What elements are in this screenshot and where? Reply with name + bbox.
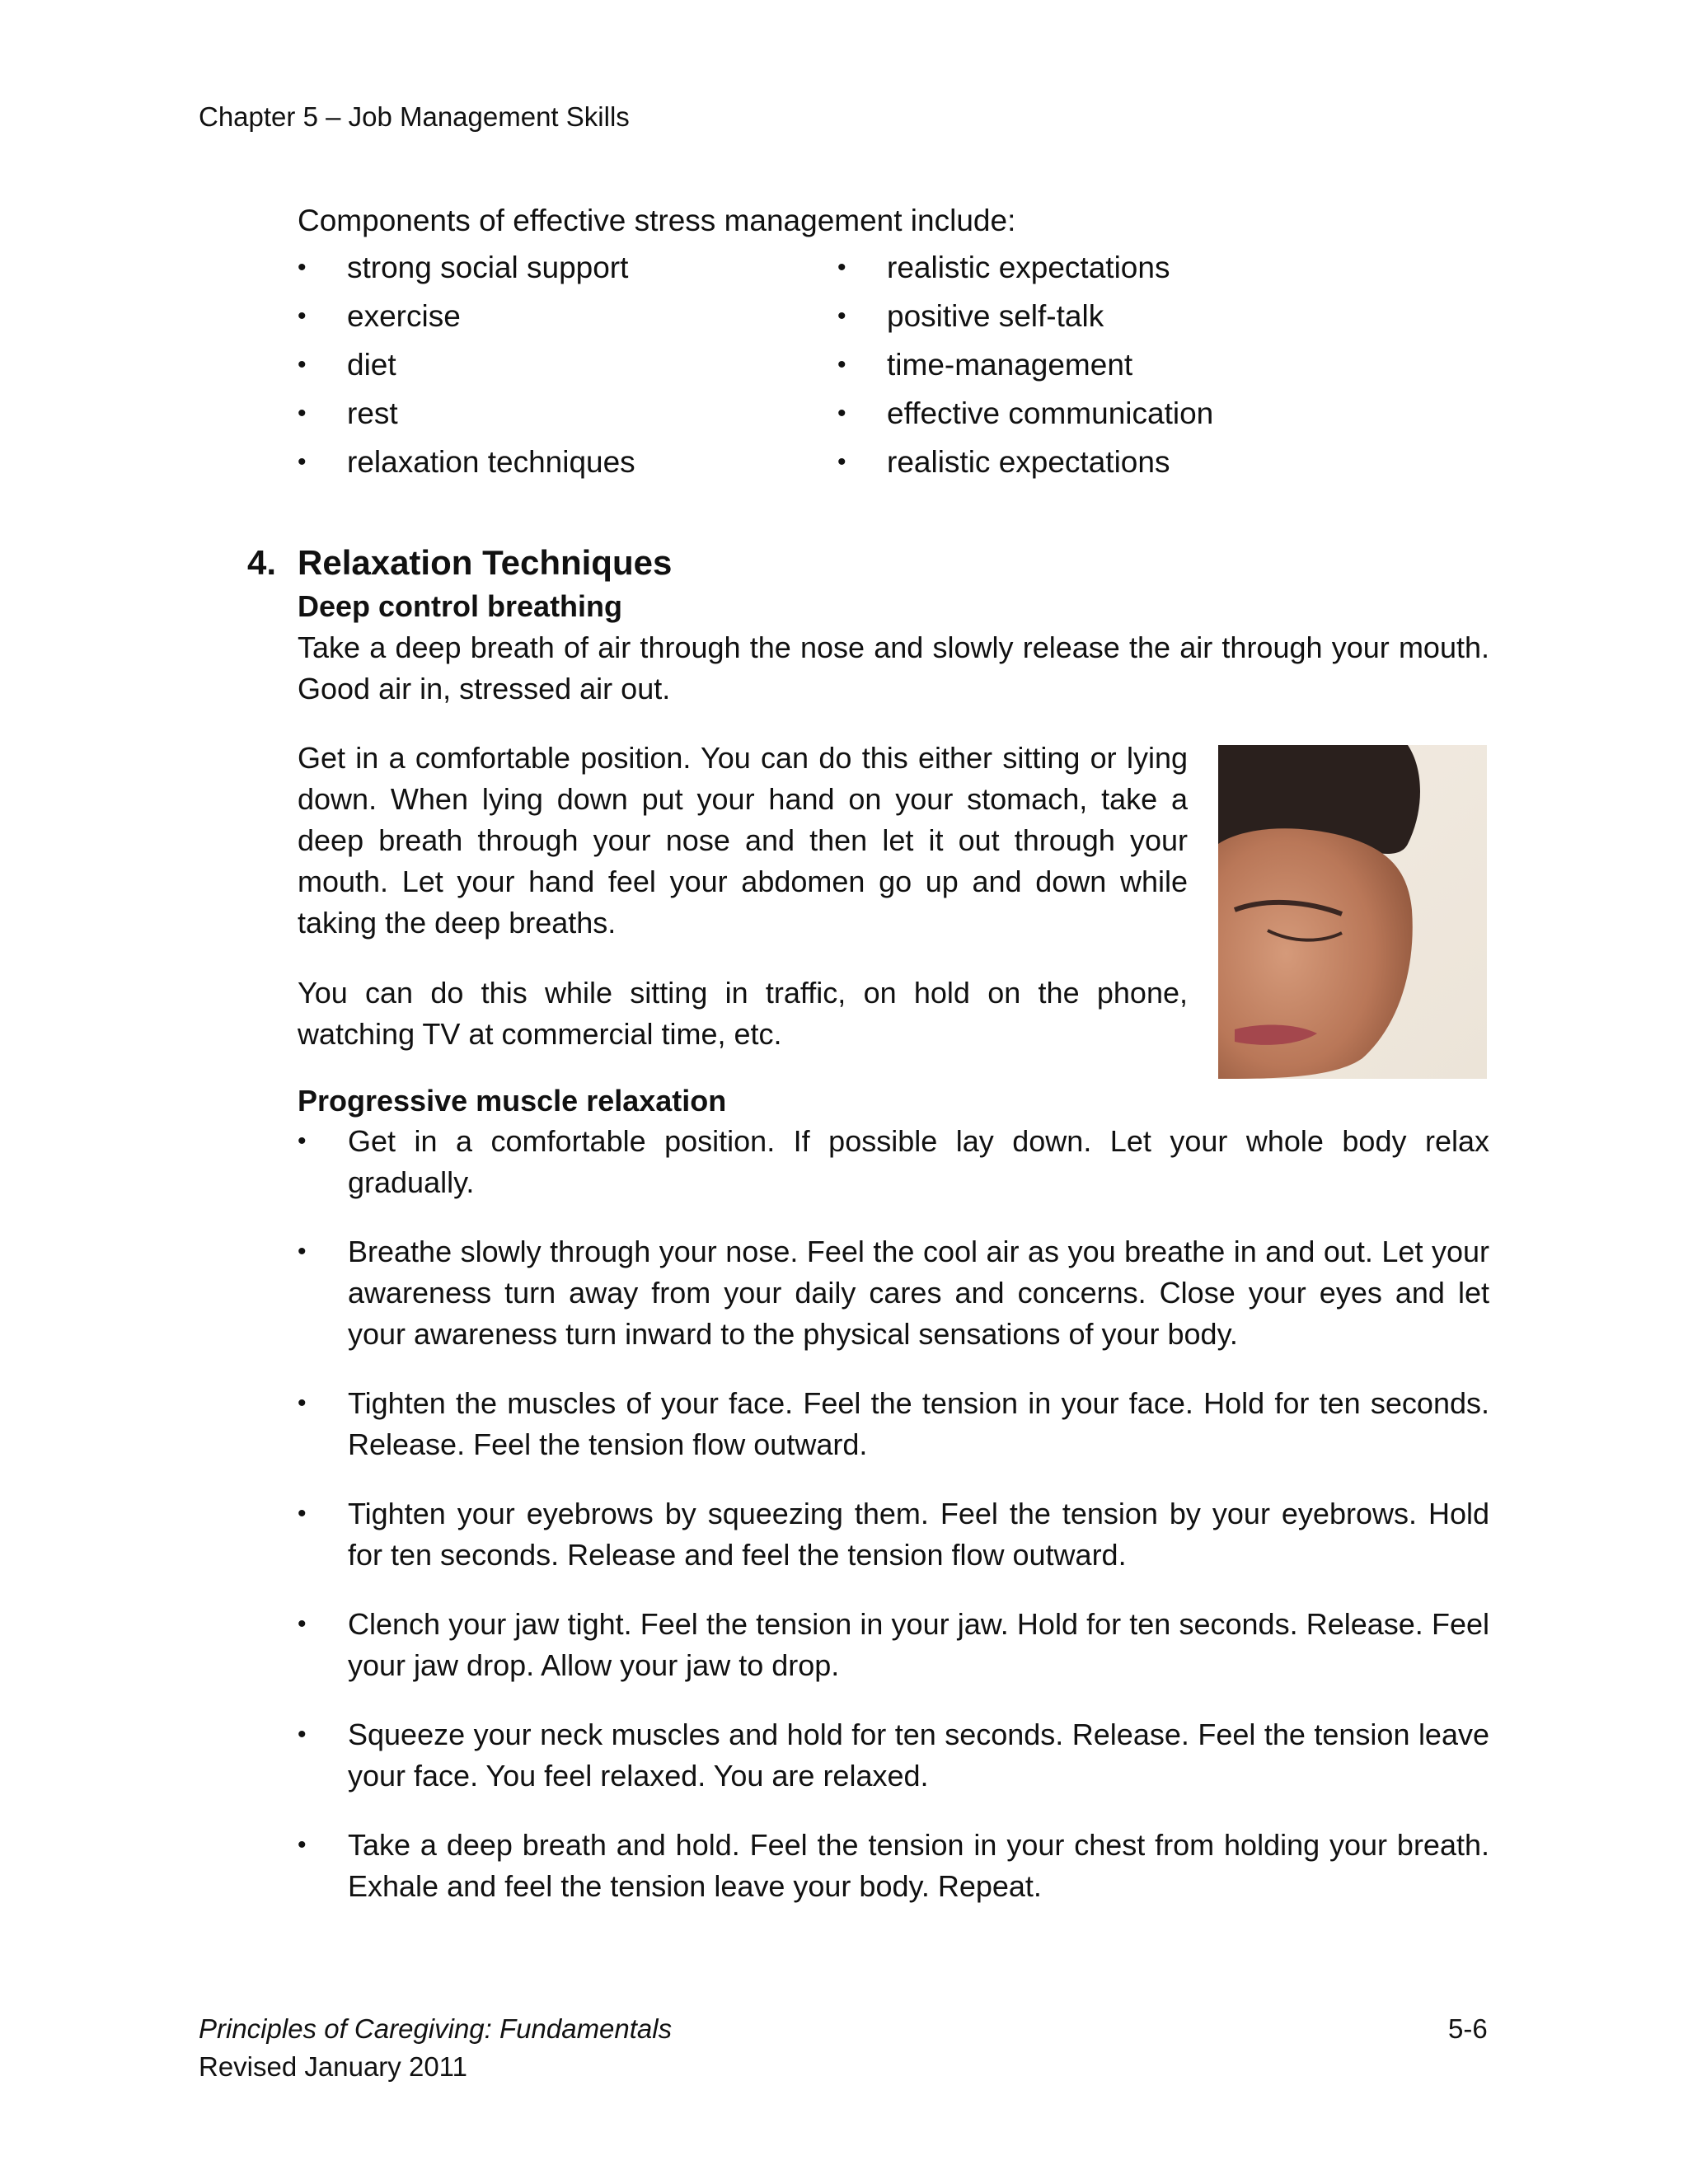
breathing-situations-paragraph: You can do this while sitting in traffic, on hold on the phone, watching TV at commercial time, etc. (298, 976, 1188, 1051)
section-title: Relaxation Techniques (298, 543, 673, 582)
bullet-icon: • (298, 1610, 307, 1638)
page-number: 5-6 (1448, 2013, 1488, 2044)
list-item: • Squeeze your neck muscles and hold for ten seconds. Release. Feel the tension leave your face. You feel relaxed. You are relaxed. (298, 1714, 1489, 1797)
list-item: • exercise (298, 299, 461, 333)
list-item: • realistic expectations (837, 445, 1170, 479)
bullet-icon: • (298, 302, 307, 330)
list-item: • effective communication (837, 396, 1214, 430)
list-item: • Clench your jaw tight. Feel the tension in your jaw. Hold for ten seconds. Release. Feel your jaw drop. Allow your jaw to drop. (298, 1604, 1489, 1686)
bullet-icon: • (298, 351, 307, 378)
section-number: 4. (247, 543, 277, 582)
bullet-icon: • (298, 1127, 307, 1155)
bullet-icon: • (298, 254, 307, 281)
bullet-icon: • (837, 302, 846, 330)
list-item: • relaxation techniques (298, 445, 635, 479)
list-item: • Get in a comfortable position. If possible lay down. Let your whole body relax gradually. (298, 1121, 1489, 1203)
list-item: • rest (298, 396, 398, 430)
components-intro: Components of effective stress management include: (298, 204, 1016, 237)
bullet-icon: • (298, 1238, 307, 1265)
bullet-icon: • (298, 1390, 307, 1417)
list-item: • Tighten the muscles of your face. Feel the tension in your face. Hold for ten seconds. Release. Feel the tension flow outward. (298, 1383, 1489, 1465)
pmr-list (298, 1121, 1489, 1935)
list-item: • realistic expectations (837, 251, 1170, 284)
bullet-icon: • (298, 1500, 307, 1527)
list-item: • diet (298, 348, 396, 382)
pmr-heading: Progressive muscle relaxation (298, 1084, 727, 1118)
bullet-icon: • (837, 351, 846, 378)
deep-breathing-paragraph: Take a deep breath of air through the nose and slowly release the air through your mouth. Good air in, stressed air out. (298, 630, 1489, 705)
section-heading (247, 542, 672, 583)
bullet-icon: • (298, 1831, 307, 1858)
bullet-icon: • (298, 448, 307, 476)
footer-title: Principles of Caregiving: Fundamentals (199, 2013, 673, 2044)
components-left-column (298, 250, 809, 493)
deep-breathing-heading: Deep control breathing (298, 589, 623, 623)
list-item: • Breathe slowly through your nose. Feel the cool air as you breathe in and out. Let your awareness turn away from your daily cares and concerns. Close your eyes and let your awareness turn inward to the physical sensations of your body. (298, 1231, 1489, 1355)
list-item: • time-management (837, 348, 1133, 382)
breathing-instructions-paragraph: Get in a comfortable position. You can do this either sitting or lying down. When lying down put your hand on your stomach, take a deep breath through your nose and then let it out through your mouth. Let your hand feel your abdomen go up and down while taking the deep breaths. (298, 741, 1188, 940)
relaxed-woman-photo (1218, 745, 1487, 1079)
bullet-icon: • (298, 400, 307, 427)
components-right-column (837, 250, 1348, 493)
running-head: Chapter 5 – Job Management Skills (199, 101, 630, 132)
footer-revised: Revised January 2011 (199, 2051, 467, 2082)
bullet-icon: • (837, 254, 846, 281)
bullet-icon: • (298, 1721, 307, 1748)
list-item: • positive self-talk (837, 299, 1104, 333)
list-item: • Tighten your eyebrows by squeezing them. Feel the tension by your eyebrows. Hold for ten seconds. Release and feel the tension flow outward. (298, 1493, 1489, 1576)
bullet-icon: • (837, 400, 846, 427)
bullet-icon: • (837, 448, 846, 476)
face-illustration (1218, 745, 1487, 1079)
list-item: • strong social support (298, 251, 629, 284)
list-item: • Take a deep breath and hold. Feel the tension in your chest from holding your breath. Exhale and feel the tension leave your body. Repeat. (298, 1825, 1489, 1907)
